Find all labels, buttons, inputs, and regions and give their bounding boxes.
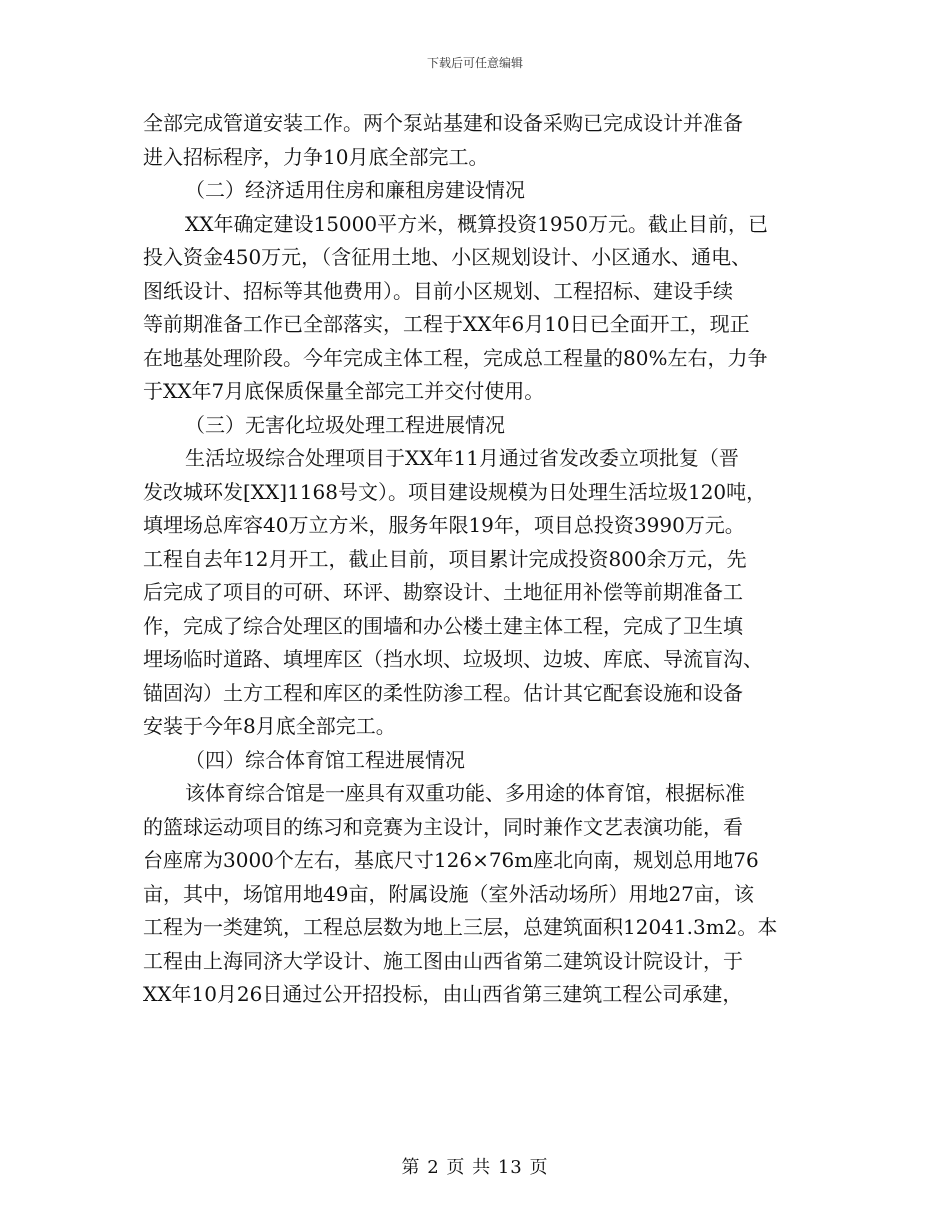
paragraph-line: 该体育综合馆是一座具有双重功能、多用途的体育馆，根据标准: [185, 781, 745, 805]
paragraph-line: 投入资金450万元，（含征用土地、小区规划设计、小区通水、通电、: [143, 245, 752, 269]
paragraph-line: XX年10月26日通过公开招投标，由山西省第三建筑工程公司承建，: [143, 982, 743, 1006]
paragraph-line: 在地基处理阶段。今年完成主体工程，完成总工程量的80%左右，力争: [143, 345, 768, 370]
paragraph-line: 工程由上海同济大学设计、施工图由山西省第二建筑设计院设计，于: [143, 948, 743, 973]
paragraph-line: 的篮球运动项目的练习和竞赛为主设计，同时兼作文艺表演功能，看: [143, 814, 743, 839]
section-heading: （四）综合体育馆工程进展情况: [185, 747, 465, 772]
section-heading: （三）无害化垃圾处理工程进展情况: [185, 412, 505, 437]
paragraph-line: 全部完成管道安装工作。两个泵站基建和设备采购已完成设计并准备: [143, 111, 743, 135]
section-heading: （二）经济适用住房和廉租房建设情况: [185, 178, 525, 202]
paragraph-line: 于XX年7月底保质保量全部完工并交付使用。: [143, 379, 545, 403]
page-header: 下载后可任意编辑: [426, 56, 523, 70]
paragraph-line: 工程自去年12月开工，截止目前，项目累计完成投资800余万元，先: [143, 546, 747, 571]
paragraph-line: 后完成了项目的可研、环评、勘察设计、土地征用补偿等前期准备工: [143, 580, 743, 604]
paragraph-line: 等前期准备工作已全部落实，工程于XX年6月10日已全面开工，现正: [143, 312, 750, 336]
paragraph-line: 图纸设计、招标等其他费用）。目前小区规划、工程招标、建设手续: [143, 278, 733, 303]
page-footer: 第 2 页 共 13 页: [401, 1157, 549, 1178]
paragraph-line: 锚固沟）土方工程和库区的柔性防渗工程。估计其它配套设施和设备: [143, 680, 743, 705]
paragraph-line: 作，完成了综合处理区的围墙和办公楼土建主体工程，完成了卫生填: [143, 613, 743, 638]
paragraph-line: 发改城环发[XX]1168号文）。项目建设规模为日处理生活垃圾120吨，: [143, 479, 767, 504]
paragraph-line: 进入招标程序，力争10月底全部完工。: [143, 144, 489, 169]
paragraph-line: 台座席为3000个左右，基底尺寸126×76m座北向南，规划总用地76: [143, 848, 759, 872]
paragraph-line: 填埋场总库容40万立方米，服务年限19年，项目总投资3990万元。: [143, 513, 745, 537]
paragraph-line: 埋场临时道路、填埋库区（挡水坝、垃圾坝、边坡、库底、导流盲沟、: [143, 647, 763, 671]
paragraph-line: 生活垃圾综合处理项目于XX年11月通过省发改委立项批复（晋: [185, 446, 739, 470]
document-body: [143, 107, 795, 1012]
paragraph-line: XX年确定建设15000平方米，概算投资1950万元。截止目前，已: [185, 211, 768, 236]
paragraph-line: 亩，其中，场馆用地49亩，附属设施（室外活动场所）用地27亩，该: [143, 881, 754, 906]
paragraph-line: 工程为一类建筑，工程总层数为地上三层，总建筑面积12041.3m2。本: [143, 915, 778, 939]
paragraph-line: 安装于今年8月底全部完工。: [143, 714, 396, 738]
